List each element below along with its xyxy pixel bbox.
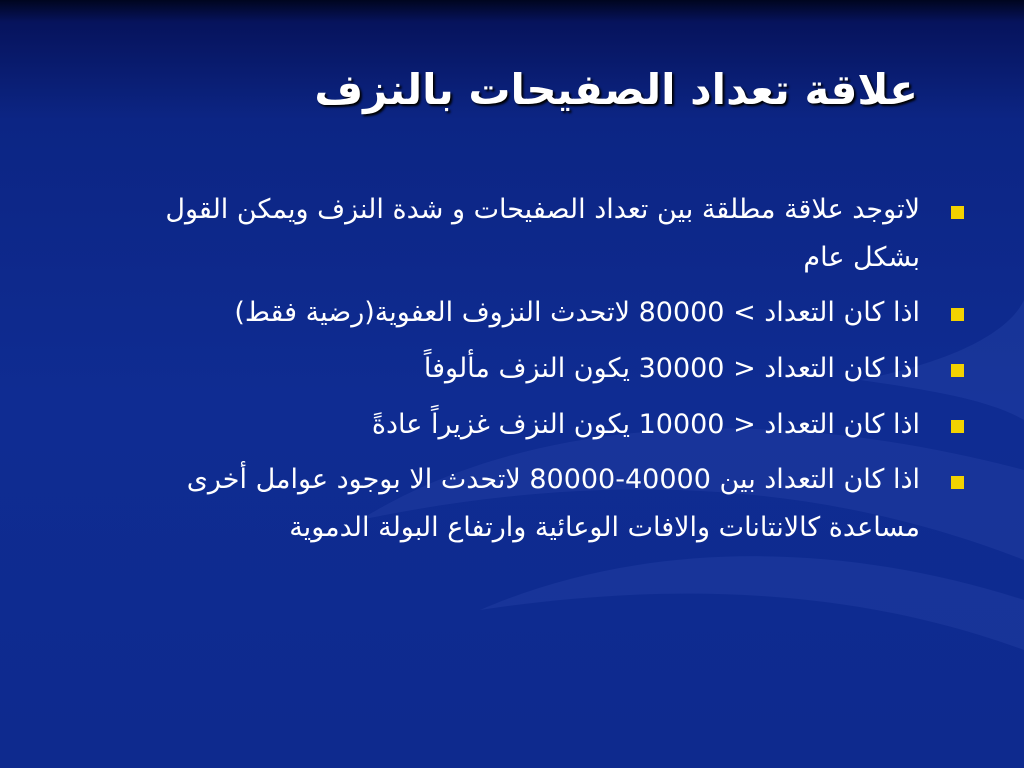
bullet-item-below-10000	[104, 400, 964, 450]
yellow-square-bullet-icon	[951, 476, 964, 489]
slide-title: علاقة تعداد الصفيحات بالنزف	[314, 65, 918, 114]
yellow-square-bullet-icon	[951, 364, 964, 377]
yellow-square-bullet-icon	[951, 420, 964, 433]
bullet-item-no-absolute-relation	[104, 186, 964, 282]
bullet-text: اذا كان التعداد < 10000 يكون النزف غزيراً عادةً	[371, 409, 920, 440]
yellow-square-bullet-icon	[951, 308, 964, 321]
yellow-square-bullet-icon	[951, 206, 964, 219]
bullet-text: اذا كان التعداد > 80000 لاتحدث النزوف العفوية(رضية فقط)	[234, 297, 920, 328]
bullet-text: اذا كان التعداد < 30000 يكون النزف مألوفاً	[423, 353, 920, 384]
bullet-text: اذا كان التعداد بين 40000-80000 لاتحدث الا بوجود عوامل أخرى مساعدة كالانتانات والافات الوعائية وارتفاع البولة الدموية	[186, 464, 920, 543]
bullet-text: لاتوجد علاقة مطلقة بين تعداد الصفيحات و شدة النزف ويمكن القول بشكل عام	[165, 194, 920, 273]
bullet-list	[104, 186, 964, 558]
bullet-item-above-80000	[104, 288, 964, 338]
bullet-item-below-30000	[104, 344, 964, 394]
bullet-item-between-40000-80000	[104, 456, 964, 552]
